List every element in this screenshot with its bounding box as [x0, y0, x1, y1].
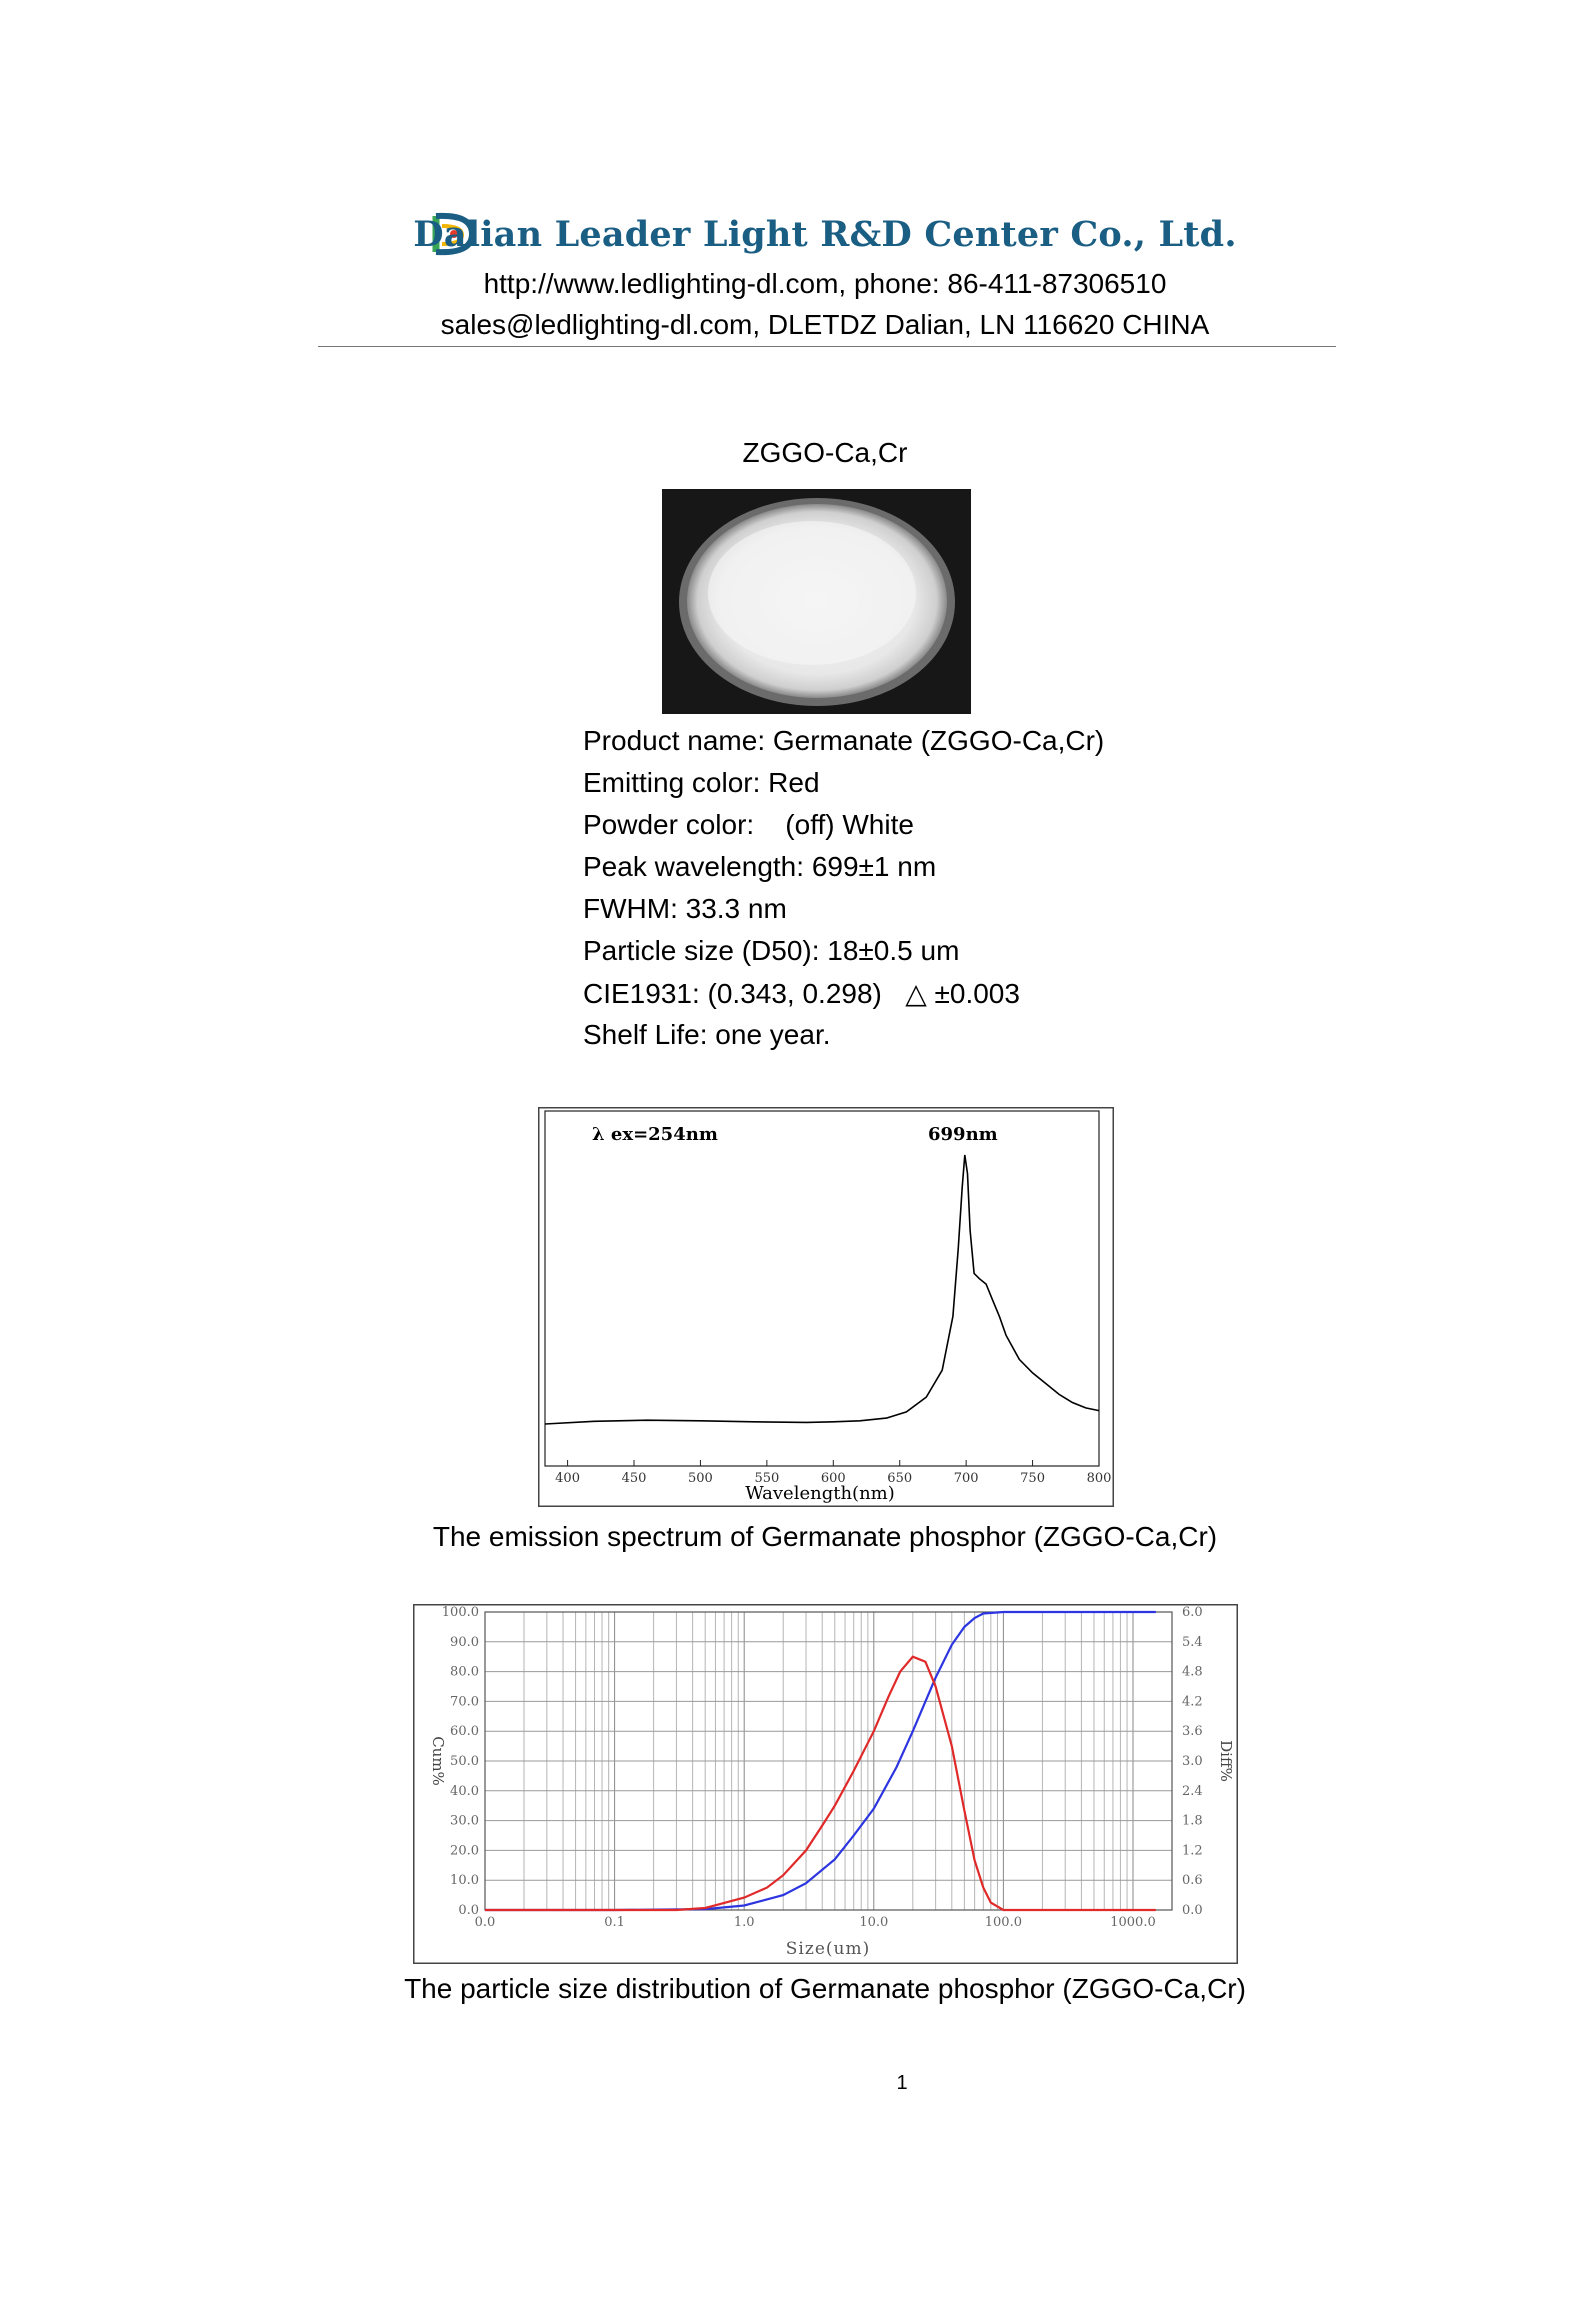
psd-x-tick-label: 1.0 — [733, 1915, 755, 1930]
product-photo — [662, 489, 971, 714]
psd-x-tick-label: 0.0 — [474, 1915, 496, 1930]
emission-x-axis-label: Wavelength(nm) — [745, 1483, 895, 1504]
spec-cie1931: CIE1931: (0.343, 0.298) △ ±0.003 — [583, 978, 1020, 1009]
psd-x-axis-label: Size(um) — [785, 1939, 871, 1959]
psd-y2-tick-label: 0.6 — [1182, 1873, 1203, 1889]
spec-product-name: Product name: Germanate (ZGGO-Ca,Cr) — [583, 725, 1105, 756]
particle-size-chart — [413, 1604, 1238, 1964]
psd-y-tick-label: 30.0 — [450, 1813, 479, 1829]
peak-annotation: 699nm — [928, 1124, 998, 1145]
psd-y2-tick-label: 3.6 — [1182, 1724, 1203, 1740]
emission-x-tick-label: 700 — [953, 1471, 979, 1486]
emission-x-tick-label: 600 — [820, 1471, 846, 1486]
psd-y-tick-label: 80.0 — [450, 1664, 479, 1680]
header-divider — [318, 346, 1336, 347]
psd-y2-tick-label: 0.0 — [1182, 1903, 1203, 1918]
emission-x-tick-label: 400 — [555, 1471, 580, 1486]
excitation-annotation: λ ex=254nm — [592, 1124, 718, 1145]
psd-y-tick-label: 60.0 — [450, 1724, 479, 1740]
spec-emitting-color: Emitting color: Red — [583, 767, 820, 798]
emission-x-tick-label: 800 — [1086, 1471, 1112, 1486]
psd-y-tick-label: 10.0 — [450, 1873, 479, 1889]
psd-y-tick-label: 90.0 — [450, 1634, 479, 1650]
company-name: Dalian Leader Light R&D Center Co., Ltd. — [413, 214, 1237, 255]
psd-y-tick-label: 20.0 — [450, 1843, 479, 1859]
psd-x-tick-label: 100.0 — [984, 1915, 1022, 1930]
psd-y-tick-label: 70.0 — [450, 1694, 479, 1710]
emission-x-tick-label: 750 — [1020, 1471, 1045, 1486]
product-title: ZGGO-Ca,Cr — [742, 437, 908, 468]
psd-y2-tick-label: 6.0 — [1182, 1605, 1203, 1620]
psd-y-tick-label: 0.0 — [458, 1903, 479, 1918]
psd-y2-tick-label: 4.8 — [1182, 1664, 1203, 1680]
psd-y2-tick-label: 1.8 — [1182, 1813, 1203, 1829]
psd-y2-tick-label: 2.4 — [1182, 1783, 1203, 1799]
psd-y2-tick-label: 4.2 — [1182, 1694, 1203, 1710]
spec-shelf-life: Shelf Life: one year. — [583, 1019, 831, 1050]
diff-y-axis-label: Diff% — [1217, 1740, 1235, 1782]
psd-y2-tick-label: 1.2 — [1182, 1843, 1203, 1859]
psd-x-tick-label: 1000.0 — [1110, 1915, 1156, 1930]
psd-y2-tick-label: 3.0 — [1182, 1754, 1203, 1769]
psd-y-tick-label: 50.0 — [450, 1754, 479, 1769]
particle-caption: The particle size distribution of Germanate phosphor (ZGGO-Ca,Cr) — [404, 1973, 1246, 2004]
emission-caption: The emission spectrum of Germanate phosphor (ZGGO-Ca,Cr) — [432, 1521, 1218, 1552]
psd-x-tick-label: 10.0 — [859, 1915, 889, 1930]
spec-particle-size: Particle size (D50): 18±0.5 um — [583, 935, 960, 966]
contact-line-web-phone: http://www.ledlighting-dl.com, phone: 86-411-87306510 — [483, 268, 1167, 299]
psd-y-tick-label: 100.0 — [441, 1605, 479, 1620]
psd-x-tick-label: 0.1 — [604, 1915, 625, 1930]
psd-y2-tick-label: 5.4 — [1182, 1634, 1203, 1650]
spec-fwhm: FWHM: 33.3 nm — [583, 893, 787, 924]
emission-x-tick-label: 500 — [688, 1471, 713, 1486]
page-number: 1 — [896, 2072, 908, 2094]
spec-powder-color: Powder color: (off) White — [583, 809, 914, 840]
emission-x-tick-label: 450 — [621, 1471, 647, 1486]
contact-line-email-address: sales@ledlighting-dl.com, DLETDZ Dalian, LN 116620 CHINA — [440, 309, 1210, 340]
emission-x-tick-label: 650 — [887, 1471, 913, 1486]
spec-peak-wavelength: Peak wavelength: 699±1 nm — [583, 851, 937, 882]
emission-x-tick-label: 550 — [754, 1471, 780, 1486]
emission-spectrum-chart — [538, 1107, 1114, 1507]
cum-y-axis-label: Cum% — [429, 1736, 447, 1786]
psd-y-tick-label: 40.0 — [450, 1783, 479, 1799]
